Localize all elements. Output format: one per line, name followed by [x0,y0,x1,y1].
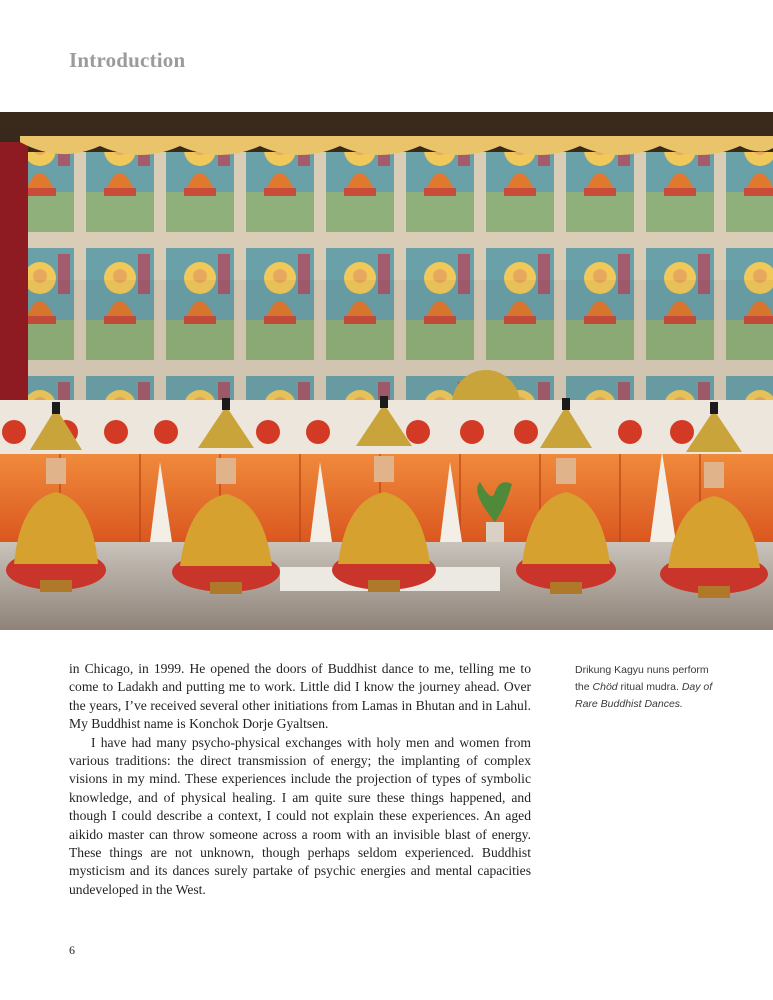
photo-caption [575,662,760,713]
body-paragraph: I have had many psycho-physical exchanges with holy men and women from various traditions: the direct transmission of energy; the implanting of complex visions in my mind. These experiences include the projection of types of symbolic knowledge, and of physical healing. I am quite sure these things happened, and though I could describe a context, I could not explain these experiences. An aged aikido master can throw someone across a room with an invisible blast of energy. These things are not unknown, though perhaps seldom experienced. Buddhist mysticism and its dances surely partake of psychic energies and mental capacities undeveloped in the West. [69,734,531,897]
body-paragraph: in Chicago, in 1999. He opened the doors of Buddhist dance to me, telling me to come to Ladakh and putting me to work. Little did I know the journey ahead. Over the years, I’ve received several other initiations from Lamas in Bhutan and in Lahul. My Buddhist name is Konchok Dorje Gyaltsen. [69,661,531,732]
caption-italic: Rare Buddhist Dances. [575,698,683,710]
caption-italic: Day of [681,681,713,693]
caption-text: ritual mudra. [617,681,682,693]
body-text [69,660,531,899]
section-title: Introduction [69,48,186,72]
photo-illustration [0,112,773,630]
caption-italic: Chöd [592,681,618,693]
ritual-dance-photo [0,112,773,630]
page-number: 6 [69,943,75,957]
caption-text: Drikung Kagyu nuns perform [575,664,709,676]
caption-text: the [575,681,593,693]
